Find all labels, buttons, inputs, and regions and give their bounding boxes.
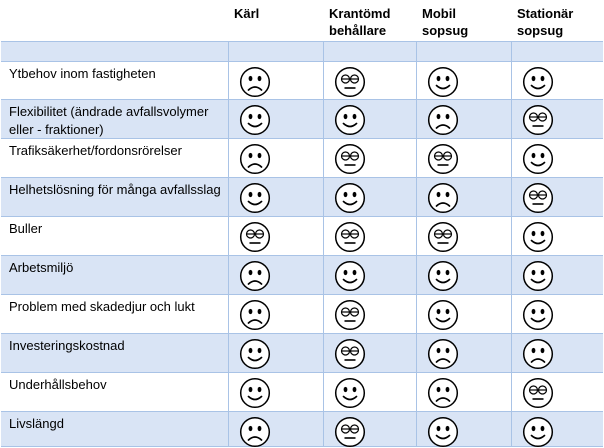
happy-face-icon <box>239 377 271 409</box>
rating-cell <box>228 412 323 446</box>
sad-face-icon <box>427 104 459 136</box>
rating-cell <box>228 178 323 217</box>
neutral-face-icon <box>334 416 366 448</box>
criterion-label: Trafiksäkerhet/fordonsrörelser <box>9 143 182 158</box>
happy-face-icon <box>427 66 459 98</box>
neutral-face-icon <box>334 338 366 370</box>
neutral-face-icon <box>427 143 459 175</box>
table-row <box>1 61 603 100</box>
spacer-cell <box>228 42 323 61</box>
rating-cell <box>416 217 511 256</box>
rating-cell <box>228 62 323 100</box>
table-row <box>1 138 603 178</box>
rating-cell <box>511 295 602 334</box>
neutral-face-icon <box>427 221 459 253</box>
table-row <box>1 177 603 217</box>
rating-cell <box>323 295 416 334</box>
happy-face-icon <box>334 104 366 136</box>
table-row <box>1 411 603 447</box>
rating-cell <box>511 334 602 373</box>
sad-face-icon <box>427 338 459 370</box>
sad-face-icon <box>239 143 271 175</box>
criterion-label: Investeringskostnad <box>9 338 125 353</box>
criterion-label: Problem med skadedjur och lukt <box>9 299 195 314</box>
sad-face-icon <box>239 416 271 448</box>
criterion-label: Arbetsmiljö <box>9 260 74 275</box>
happy-face-icon <box>239 182 271 214</box>
table-row <box>1 333 603 373</box>
header-row <box>1 0 603 41</box>
column-header-stationar-sopsug: Stationär sopsug <box>517 6 574 38</box>
rating-cell <box>228 334 323 373</box>
rating-cell <box>511 62 602 100</box>
rating-cell <box>511 178 602 217</box>
column-header-krantomd-behallare: Krantömd behållare <box>329 6 391 38</box>
column-header-mobil-sopsug: Mobil sopsug <box>422 6 469 38</box>
happy-face-icon <box>427 416 459 448</box>
rating-cell <box>511 373 602 412</box>
neutral-face-icon <box>334 66 366 98</box>
happy-face-icon <box>334 260 366 292</box>
neutral-face-icon <box>239 221 271 253</box>
happy-face-icon <box>522 66 554 98</box>
rating-cell <box>228 139 323 178</box>
sad-face-icon <box>239 260 271 292</box>
happy-face-icon <box>522 260 554 292</box>
sad-face-icon <box>239 299 271 331</box>
criterion-label: Helhetslösning för många avfallsslag <box>9 182 221 197</box>
sad-face-icon <box>522 338 554 370</box>
rating-cell <box>416 412 511 446</box>
rating-cell <box>511 139 602 178</box>
neutral-face-icon <box>522 377 554 409</box>
sad-face-icon <box>239 66 271 98</box>
sad-face-icon <box>427 377 459 409</box>
rating-cell <box>228 217 323 256</box>
rating-cell <box>511 100 602 139</box>
spacer-cell <box>511 42 602 61</box>
table-row <box>1 99 603 139</box>
rating-cell <box>416 256 511 295</box>
rating-cell <box>416 100 511 139</box>
happy-face-icon <box>522 221 554 253</box>
rating-cell <box>511 256 602 295</box>
rating-cell <box>416 295 511 334</box>
criterion-label: Flexibilitet (ändrade avfallsvolymer eller - fraktioner) <box>9 104 209 137</box>
neutral-face-icon <box>522 104 554 136</box>
happy-face-icon <box>239 104 271 136</box>
rating-cell <box>323 334 416 373</box>
criterion-label: Buller <box>9 221 43 236</box>
rating-cell <box>228 373 323 412</box>
rating-cell <box>323 139 416 178</box>
spacer-cell <box>323 42 416 61</box>
happy-face-icon <box>522 416 554 448</box>
rating-cell <box>228 100 323 139</box>
happy-face-icon <box>334 182 366 214</box>
column-header-karl: Kärl <box>234 6 260 21</box>
rating-cell <box>511 217 602 256</box>
spacer-cell <box>416 42 511 61</box>
table-row <box>1 216 603 256</box>
rating-cell <box>228 256 323 295</box>
rating-cell <box>416 178 511 217</box>
sad-face-icon <box>427 182 459 214</box>
rating-cell <box>323 256 416 295</box>
neutral-face-icon <box>334 221 366 253</box>
happy-face-icon <box>239 338 271 370</box>
table-row <box>1 294 603 334</box>
rating-cell <box>323 373 416 412</box>
rating-cell <box>323 100 416 139</box>
rating-cell <box>323 217 416 256</box>
criterion-label: Livslängd <box>9 416 64 431</box>
criterion-label: Ytbehov inom fastigheten <box>9 66 156 81</box>
happy-face-icon <box>522 143 554 175</box>
happy-face-icon <box>427 260 459 292</box>
header-spacer-row <box>1 41 603 61</box>
criterion-label: Underhållsbehov <box>9 377 107 392</box>
table-row <box>1 372 603 412</box>
happy-face-icon <box>427 299 459 331</box>
neutral-face-icon <box>522 182 554 214</box>
happy-face-icon <box>522 299 554 331</box>
table-row <box>1 255 603 295</box>
neutral-face-icon <box>334 299 366 331</box>
rating-cell <box>323 178 416 217</box>
rating-cell <box>416 373 511 412</box>
rating-cell <box>416 334 511 373</box>
rating-cell <box>416 139 511 178</box>
rating-cell <box>323 412 416 446</box>
rating-cell <box>416 62 511 100</box>
rating-cell <box>323 62 416 100</box>
rating-cell <box>511 412 602 446</box>
neutral-face-icon <box>334 143 366 175</box>
happy-face-icon <box>334 377 366 409</box>
rating-cell <box>228 295 323 334</box>
